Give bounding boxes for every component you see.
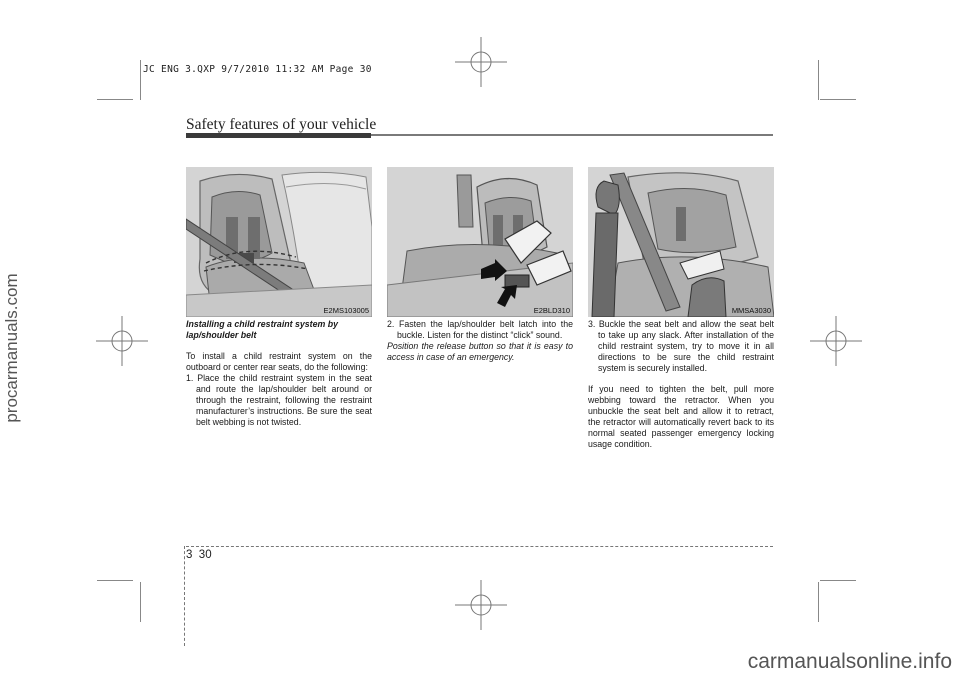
child-seat-routing-illustration [186, 167, 372, 317]
column-2 [387, 319, 573, 363]
tighten-belt-paragraph: If you need to tighten the belt, pull more webbing toward the retractor. When you unbuckle the seat belt and allow it to retract, the retractor will automatically revert back to its normal seated passenger emergency locking usage condition. [588, 384, 774, 449]
registration-mark-top [455, 37, 507, 87]
header-rule-dark [186, 133, 371, 138]
step-2: 2. Fasten the lap/shoulder belt latch into the buckle. Listen for the distinct “click” sound. [387, 319, 573, 340]
footer-rule-vertical [184, 546, 185, 646]
fasten-buckle-illustration [387, 167, 573, 317]
watermark-bottom: carmanualsonline.info [747, 650, 952, 673]
figure-tighten-belt [588, 167, 774, 317]
figure-code: MMSA3030 [731, 306, 771, 315]
section-title: Safety features of your vehicle [186, 116, 377, 133]
column-1 [186, 319, 372, 428]
page-number [186, 549, 212, 561]
page-number-value: 30 [198, 549, 212, 561]
figure-code: E2BLD310 [533, 306, 570, 315]
figure-fasten-buckle [387, 167, 573, 317]
step-1: 1. Place the child restraint system in the seat and route the lap/shoulder belt around or through the restraint, following the restraint manufacturer’s instructions. Be sure the seat belt webbing is not twisted. [186, 373, 372, 427]
column-3 [588, 319, 774, 450]
registration-mark-left [96, 316, 148, 366]
registration-mark-bottom [455, 580, 507, 630]
chapter-number: 3 [186, 549, 193, 561]
subsection-heading: Installing a child restraint system by lap/shoulder belt [186, 319, 339, 340]
step-3: 3. Buckle the seat belt and allow the seat belt to take up any slack. After installation of the child restraint system, try to move it in all directions to be sure the child restraint system is securely installed. [588, 319, 774, 373]
figure-code: E2MS103005 [323, 306, 369, 315]
intro-paragraph: To install a child restraint system on the outboard or center rear seats, do the following: [186, 351, 372, 372]
print-slug: JC ENG 3.QXP 9/7/2010 11:32 AM Page 30 [143, 64, 372, 75]
tighten-belt-illustration [588, 167, 774, 317]
figure-child-seat-routing [186, 167, 372, 317]
release-button-note: Position the release button so that it is easy to access in case of an emergency. [387, 341, 573, 362]
watermark-left: procarmanuals.com [2, 273, 21, 423]
header-rule [371, 134, 773, 136]
registration-mark-right [810, 316, 862, 366]
footer-rule [186, 546, 773, 547]
